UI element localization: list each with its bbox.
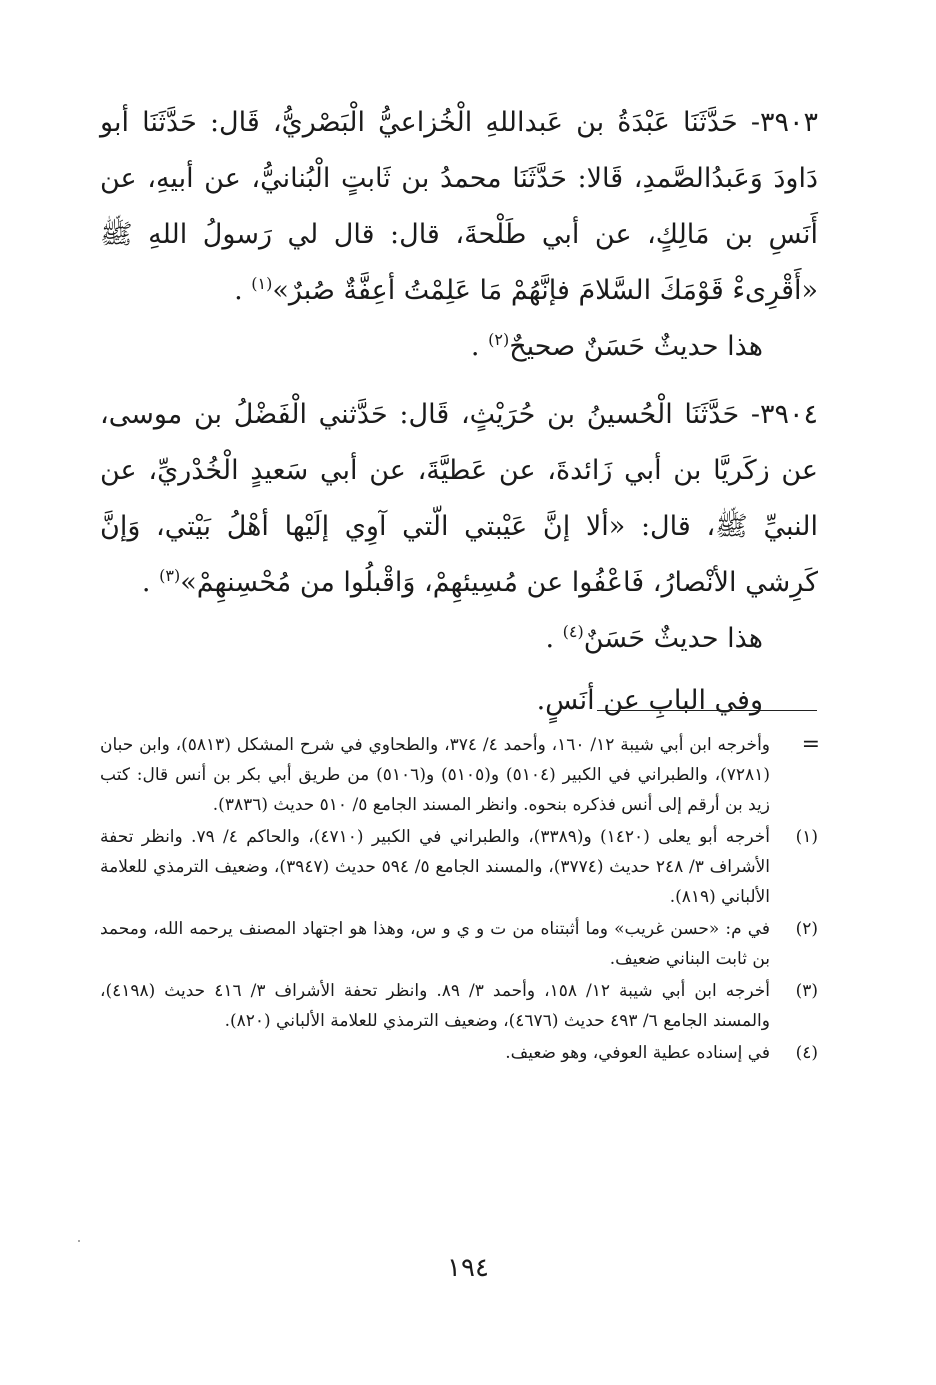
footnote-2: (٢) في م: «حسن غريب» وما أثبتناه من ت و ي و س، وهذا هو اجتهاد المصنف يرحمه الله، ومحمد بن ثابت البناني ضعيف. bbox=[100, 914, 818, 974]
hadith-3903-grade: هذا حديثٌ حَسَنٌ صحيحٌ$^{(٢)}$ . bbox=[470, 330, 763, 362]
page-number: ١٩٤ bbox=[447, 1253, 489, 1283]
hadith-3904-grade: هذا حديثٌ حَسَنٌ$^{(٤)}$ . bbox=[545, 622, 763, 654]
footnote-1: (١) أخرجه أبو يعلى (١٤٢٠) و(٣٣٨٩)، والطبراني في الكبير (٤٧١٠)، والحاكم ٤/ ٧٩. وانظر تحفة الأشراف ٣/ ٢٤٨ حديث (٣٧٧٤)، والمسند الجامع ٥/ ٥٩٤ حديث (٣٩٤٧)، وضعيف الترمذي للعلامة الألباني (٨١٩). bbox=[100, 822, 818, 912]
footnote-divider bbox=[597, 710, 817, 711]
footnote-ref-1[interactable]: (١) bbox=[251, 274, 273, 293]
footnote-3: (٣) أخرجه ابن أبي شيبة ١٢/ ١٥٨، وأحمد ٣/ ٨٩. وانظر تحفة الأشراف ٣/ ٤١٦ حديث (٤١٩٨)، والمسند الجامع ٦/ ٤٩٣ حديث (٤٦٧٦)، وضعيف الترمذي للعلامة الألباني (٨٢٠). bbox=[100, 976, 818, 1036]
continuation-marker: = bbox=[801, 732, 820, 757]
footnote-ref-2[interactable]: (٢) bbox=[488, 330, 510, 349]
footnote-continuation: = وأخرجه ابن أبي شيبة ١٢/ ١٦٠، وأحمد ٤/ ٣٧٤، والطحاوي في شرح المشكل (٥٨١٣)، وابن حبان (٧٢٨١)، والطبراني في الكبير (٥١٠٤) و(٥١٠٥) و(٥١٠٦) من طريق أبي بكر بن أنس قال: كتب زيد بن أرقم إلى أنس فذكره بنحوه. وانظر المسند الجامع ٥/ ٥١٠ حديث (٣٨٣٦). bbox=[100, 732, 820, 815]
footnote-ref-4[interactable]: (٤) bbox=[562, 622, 584, 641]
main-text bbox=[100, 95, 818, 729]
footnote-number: (١) bbox=[795, 827, 818, 847]
footnote-number: (٣) bbox=[795, 981, 818, 1001]
related-chapter-note: وفي البابِ عن أنَسٍ. bbox=[536, 685, 763, 716]
footnotes-section bbox=[100, 730, 818, 1070]
footnote-number: (٢) bbox=[795, 919, 818, 939]
hadith-3903: ٣٩٠٣- حَدَّثَنَا عَبْدَةُ بن عَبداللهِ الْخُزاعيُّ الْبَصْريُّ، قَال: حَدَّثَنَا أبو دَاودَ وَعَبدُالصَّمدِ، قَالا: حَدَّثَنَا محمدُ بن ثَابتٍ الْبُنانيُّ، عن أبيهِ، عن أَنَسِ بن مَالِكٍ، عن أبي طَلْحةَ، قال: قال لي رَسولُ اللهِ ﷺ «أَقْرِىءْ قَوْمَكَ السَّلامَ فإنَّهُمْ مَا عَلِمْتُ أعِفَّةٌ صُبرٌ»$^{(١)}$ . bbox=[100, 107, 818, 306]
hadith-3904: ٣٩٠٤- حَدَّثَنَا الْحُسينُ بن حُرَيْثٍ، قَال: حَدَّثني الْفَضْلُ بن موسى، عن زكَريَّا بن أبي زَائدةَ، عن عَطيَّةَ، عن أبي سَعيدٍ الْخُدْريِّ، عن النبيِّ ﷺ، قال: «ألا إنَّ عَيْبتي الّتي آوِي إلَيْها أهْلُ بَيْتي، وَإنَّ كَرِشي الأنْصارُ، فَاعْفُوا عن مُسِيئهِمْ، وَاقْبلُوا من مُحْسِنهِمْ»$^{(٣)}$ . bbox=[100, 399, 818, 598]
footnote-4: (٤) في إسناده عطية العوفي، وهو ضعيف. bbox=[100, 1038, 818, 1068]
footnote-number: (٤) bbox=[795, 1043, 818, 1063]
footnote-ref-3[interactable]: (٣) bbox=[159, 566, 181, 585]
scan-speck bbox=[78, 1240, 80, 1242]
